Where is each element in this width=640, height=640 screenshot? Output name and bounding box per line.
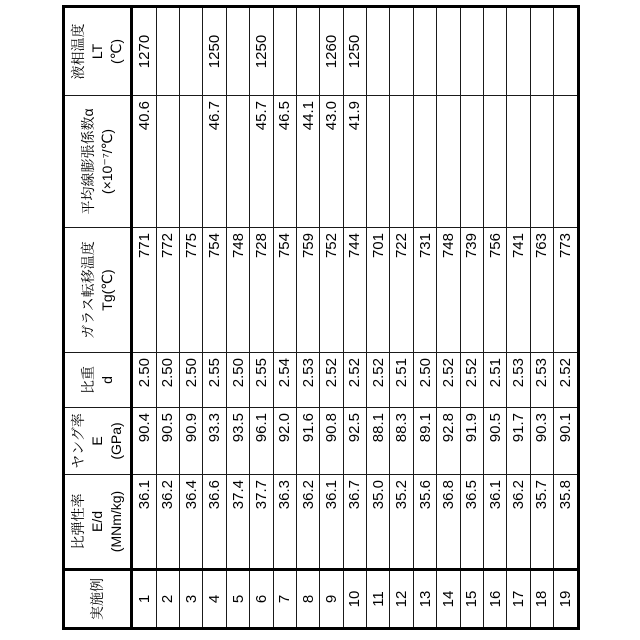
cell-cte — [413, 96, 436, 228]
table-row — [180, 7, 203, 629]
cell-cte: 44.1 — [296, 96, 319, 228]
cell-youngs-modulus: 93.3 — [203, 408, 226, 475]
table-row — [203, 7, 226, 629]
header-line: ヤング率 — [70, 413, 86, 469]
cell-density: 2.55 — [250, 353, 273, 408]
table-row — [390, 7, 413, 629]
cell-cte — [483, 96, 506, 228]
cell-youngs-modulus: 91.9 — [460, 408, 483, 475]
table-row — [226, 7, 249, 629]
header-line: 比弾性率 — [70, 493, 86, 550]
cell-liquidus — [460, 7, 483, 96]
cell-example: 13 — [413, 570, 436, 629]
col-header-youngs-modulus — [64, 408, 132, 475]
cell-liquidus — [180, 7, 203, 96]
cell-liquidus — [296, 7, 319, 96]
cell-example: 10 — [343, 570, 366, 629]
table-row — [273, 7, 296, 629]
cell-specific-modulus: 36.8 — [437, 475, 460, 570]
header-line: d — [98, 376, 115, 384]
cell-liquidus — [367, 7, 390, 96]
cell-example: 3 — [180, 570, 203, 629]
cell-example: 7 — [273, 570, 296, 629]
header-line: LT — [89, 43, 105, 60]
cell-glass-transition: 771 — [132, 228, 157, 353]
table-row — [460, 7, 483, 629]
cell-specific-modulus: 36.5 — [460, 475, 483, 570]
cell-glass-transition: 752 — [320, 228, 343, 353]
cell-glass-transition: 756 — [483, 228, 506, 353]
cell-cte — [180, 96, 203, 228]
cell-density: 2.55 — [203, 353, 226, 408]
cell-density: 2.50 — [132, 353, 157, 408]
cell-example: 15 — [460, 570, 483, 629]
glass-properties-table — [62, 5, 580, 630]
col-header-specific-modulus — [64, 475, 132, 570]
cell-liquidus — [413, 7, 436, 96]
table-row — [507, 7, 530, 629]
cell-liquidus: 1250 — [343, 7, 366, 96]
cell-specific-modulus: 36.2 — [507, 475, 530, 570]
cell-youngs-modulus: 88.1 — [367, 408, 390, 475]
cell-youngs-modulus: 92.5 — [343, 408, 366, 475]
cell-specific-modulus: 36.2 — [296, 475, 319, 570]
cell-specific-modulus: 35.7 — [530, 475, 553, 570]
header-line: (GPa) — [108, 422, 124, 460]
cell-liquidus: 1270 — [132, 7, 157, 96]
cell-density: 2.52 — [367, 353, 390, 408]
cell-cte: 40.6 — [132, 96, 157, 228]
cell-youngs-modulus: 96.1 — [250, 408, 273, 475]
cell-density: 2.52 — [460, 353, 483, 408]
cell-youngs-modulus: 90.3 — [530, 408, 553, 475]
cell-density: 2.52 — [437, 353, 460, 408]
cell-cte — [156, 96, 179, 228]
table-row — [554, 7, 579, 629]
cell-cte: 41.9 — [343, 96, 366, 228]
cell-cte: 45.7 — [250, 96, 273, 228]
cell-glass-transition: 754 — [273, 228, 296, 353]
col-header-example — [64, 570, 132, 629]
cell-specific-modulus: 36.6 — [203, 475, 226, 570]
rotated-table-wrapper — [62, 8, 580, 630]
header-row — [64, 7, 132, 629]
header-line: 平均線膨張係数α — [79, 108, 96, 215]
header-line: E — [89, 436, 105, 446]
cell-density: 2.51 — [483, 353, 506, 408]
cell-example: 14 — [437, 570, 460, 629]
cell-youngs-modulus: 90.9 — [180, 408, 203, 475]
cell-density: 2.53 — [296, 353, 319, 408]
cell-liquidus — [507, 7, 530, 96]
cell-glass-transition: 744 — [343, 228, 366, 353]
cell-glass-transition: 722 — [390, 228, 413, 353]
cell-cte — [460, 96, 483, 228]
cell-liquidus — [554, 7, 579, 96]
table-body — [132, 7, 579, 629]
cell-liquidus: 1260 — [320, 7, 343, 96]
cell-youngs-modulus: 90.4 — [132, 408, 157, 475]
header-line: E/d — [89, 511, 105, 533]
table-row — [367, 7, 390, 629]
cell-cte: 43.0 — [320, 96, 343, 228]
col-header-glass-transition — [64, 228, 132, 353]
cell-glass-transition: 759 — [296, 228, 319, 353]
cell-example: 17 — [507, 570, 530, 629]
cell-density: 2.53 — [530, 353, 553, 408]
col-header-density — [64, 353, 132, 408]
cell-cte — [367, 96, 390, 228]
cell-specific-modulus: 37.7 — [250, 475, 273, 570]
cell-example: 4 — [203, 570, 226, 629]
table-row — [132, 7, 157, 629]
cell-example: 12 — [390, 570, 413, 629]
cell-cte — [437, 96, 460, 228]
cell-liquidus: 1250 — [250, 7, 273, 96]
cell-density: 2.50 — [413, 353, 436, 408]
cell-specific-modulus: 37.4 — [226, 475, 249, 570]
header-line: 液相温度 — [70, 23, 86, 80]
cell-liquidus — [273, 7, 296, 96]
cell-specific-modulus: 35.0 — [367, 475, 390, 570]
cell-cte — [390, 96, 413, 228]
cell-example: 6 — [250, 570, 273, 629]
col-header-cte — [64, 96, 132, 228]
cell-example: 5 — [226, 570, 249, 629]
cell-specific-modulus: 36.1 — [320, 475, 343, 570]
cell-glass-transition: 773 — [554, 228, 579, 353]
col-header-liquidus — [64, 7, 132, 96]
table-row — [483, 7, 506, 629]
cell-example: 1 — [132, 570, 157, 629]
cell-specific-modulus: 36.4 — [180, 475, 203, 570]
cell-liquidus — [226, 7, 249, 96]
cell-glass-transition: 754 — [203, 228, 226, 353]
cell-specific-modulus: 36.1 — [483, 475, 506, 570]
table-row — [413, 7, 436, 629]
table-row — [343, 7, 366, 629]
cell-specific-modulus: 35.8 — [554, 475, 579, 570]
cell-liquidus — [530, 7, 553, 96]
cell-cte — [507, 96, 530, 228]
table-row — [296, 7, 319, 629]
cell-density: 2.50 — [180, 353, 203, 408]
cell-youngs-modulus: 88.3 — [390, 408, 413, 475]
header-line: (×10⁻⁷/℃) — [98, 128, 115, 195]
table-row — [437, 7, 460, 629]
table-row — [530, 7, 553, 629]
cell-youngs-modulus: 92.8 — [437, 408, 460, 475]
cell-youngs-modulus: 90.8 — [320, 408, 343, 475]
cell-specific-modulus: 36.2 — [156, 475, 179, 570]
cell-specific-modulus: 36.3 — [273, 475, 296, 570]
cell-density: 2.52 — [554, 353, 579, 408]
header-line: (MNm/kg) — [108, 490, 124, 553]
cell-glass-transition: 775 — [180, 228, 203, 353]
cell-cte: 46.7 — [203, 96, 226, 228]
cell-cte — [530, 96, 553, 228]
cell-example: 19 — [554, 570, 579, 629]
cell-glass-transition: 728 — [250, 228, 273, 353]
cell-youngs-modulus: 89.1 — [413, 408, 436, 475]
cell-specific-modulus: 35.6 — [413, 475, 436, 570]
header-line: Tg(℃) — [98, 269, 115, 311]
cell-example: 11 — [367, 570, 390, 629]
table-row — [250, 7, 273, 629]
cell-liquidus: 1250 — [203, 7, 226, 96]
cell-glass-transition: 763 — [530, 228, 553, 353]
table-row — [156, 7, 179, 629]
cell-youngs-modulus: 92.0 — [273, 408, 296, 475]
cell-example: 2 — [156, 570, 179, 629]
cell-youngs-modulus: 90.1 — [554, 408, 579, 475]
cell-glass-transition: 739 — [460, 228, 483, 353]
header-line: 比重 — [79, 366, 96, 394]
header-line: (℃) — [108, 38, 124, 65]
cell-youngs-modulus: 91.6 — [296, 408, 319, 475]
cell-density: 2.53 — [507, 353, 530, 408]
cell-glass-transition: 748 — [437, 228, 460, 353]
cell-density: 2.50 — [226, 353, 249, 408]
cell-glass-transition: 741 — [507, 228, 530, 353]
cell-liquidus — [156, 7, 179, 96]
cell-youngs-modulus: 90.5 — [483, 408, 506, 475]
cell-density: 2.54 — [273, 353, 296, 408]
cell-youngs-modulus: 91.7 — [507, 408, 530, 475]
cell-example: 16 — [483, 570, 506, 629]
cell-cte — [226, 96, 249, 228]
cell-density: 2.52 — [320, 353, 343, 408]
cell-example: 8 — [296, 570, 319, 629]
cell-glass-transition: 748 — [226, 228, 249, 353]
cell-liquidus — [390, 7, 413, 96]
cell-specific-modulus: 36.1 — [132, 475, 157, 570]
cell-liquidus — [437, 7, 460, 96]
cell-example: 18 — [530, 570, 553, 629]
cell-specific-modulus: 36.7 — [343, 475, 366, 570]
cell-youngs-modulus: 93.5 — [226, 408, 249, 475]
cell-density: 2.51 — [390, 353, 413, 408]
header-line: ガラス転移温度 — [79, 241, 96, 339]
cell-cte: 46.5 — [273, 96, 296, 228]
cell-liquidus — [483, 7, 506, 96]
cell-glass-transition: 701 — [367, 228, 390, 353]
cell-density: 2.50 — [156, 353, 179, 408]
cell-density: 2.52 — [343, 353, 366, 408]
cell-youngs-modulus: 90.5 — [156, 408, 179, 475]
cell-cte — [554, 96, 579, 228]
cell-specific-modulus: 35.2 — [390, 475, 413, 570]
header-line: 実施例 — [89, 578, 105, 620]
cell-glass-transition: 731 — [413, 228, 436, 353]
cell-example: 9 — [320, 570, 343, 629]
cell-glass-transition: 772 — [156, 228, 179, 353]
table-row — [320, 7, 343, 629]
